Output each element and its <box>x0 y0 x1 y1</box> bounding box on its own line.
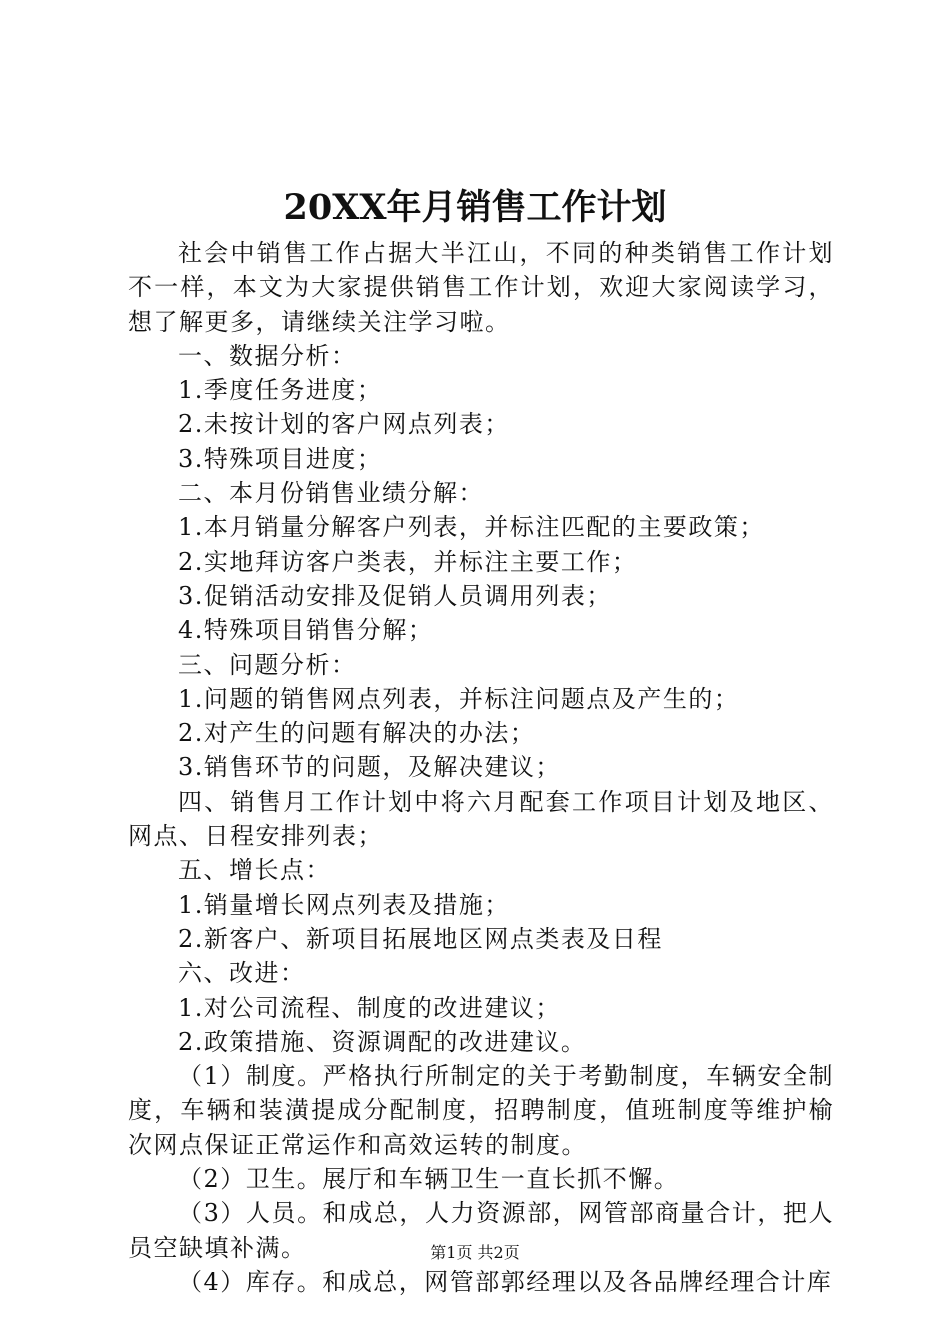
paragraph-hygiene: （2）卫生。展厅和车辆卫生一直长抓不懈。 <box>178 1165 680 1194</box>
list-item: 1.本月销量分解客户列表，并标注匹配的主要政策； <box>178 513 765 542</box>
list-item: 1.销量增长网点列表及措施； <box>178 890 510 919</box>
list-item: 2.实地拜访客户类表，并标注主要工作； <box>178 547 638 576</box>
list-item: 2.未按计划的客户网点列表； <box>178 410 510 439</box>
section-heading-data-analysis: 一、数据分析： <box>178 341 357 370</box>
section-heading-monthly-plan: 四、销售月工作计划中将六月配套工作项目计划及地区、网点、日程安排列表； <box>128 787 834 851</box>
list-item: 1.对公司流程、制度的改进建议； <box>178 993 561 1022</box>
list-item: 2.政策措施、资源调配的改进建议。 <box>178 1027 587 1056</box>
section-heading-problem-analysis: 三、问题分析： <box>178 650 357 679</box>
list-item: 2.新客户、新项目拓展地区网点类表及日程 <box>178 924 663 953</box>
document-body <box>128 236 834 1299</box>
paragraph-system: （1）制度。严格执行所制定的关于考勤制度，车辆安全制度，车辆和装潢提成分配制度，招聘制度，值班制度等维护榆次网点保证正常运作和高效运转的制度。 <box>128 1062 834 1159</box>
list-item: 4.特殊项目销售分解； <box>178 616 434 645</box>
section-heading-sales-breakdown: 二、本月份销售业绩分解： <box>178 479 484 508</box>
paragraph-inventory: （4）库存。和成总，网管部郭经理以及各品牌经理合计库 <box>178 1267 833 1296</box>
section-heading-improvement: 六、改进： <box>178 959 306 988</box>
paragraph-intro: 社会中销售工作占据大半江山，不同的种类销售工作计划不一样，本文为大家提供销售工作计划，欢迎大家阅读学习，想了解更多，请继续关注学习啦。 <box>128 239 834 336</box>
section-heading-growth-points: 五、增长点： <box>178 856 331 885</box>
list-item: 3.销售环节的问题，及解决建议； <box>178 753 561 782</box>
paragraph-personnel: （3）人员。和成总，人力资源部，网管部商量合计，把人员空缺填补满。 <box>128 1199 834 1262</box>
list-item: 3.特殊项目进度； <box>178 444 383 473</box>
list-item: 3.促销活动安排及促销人员调用列表； <box>178 581 612 610</box>
list-item: 1.问题的销售网点列表，并标注问题点及产生的； <box>178 684 740 713</box>
list-item: 1.季度任务进度； <box>178 376 383 405</box>
page-number-footer: 第1页 共2页 <box>430 1243 520 1262</box>
list-item: 2.对产生的问题有解决的办法； <box>178 719 536 748</box>
document-title: 20XX年月销售工作计划 <box>283 187 667 228</box>
